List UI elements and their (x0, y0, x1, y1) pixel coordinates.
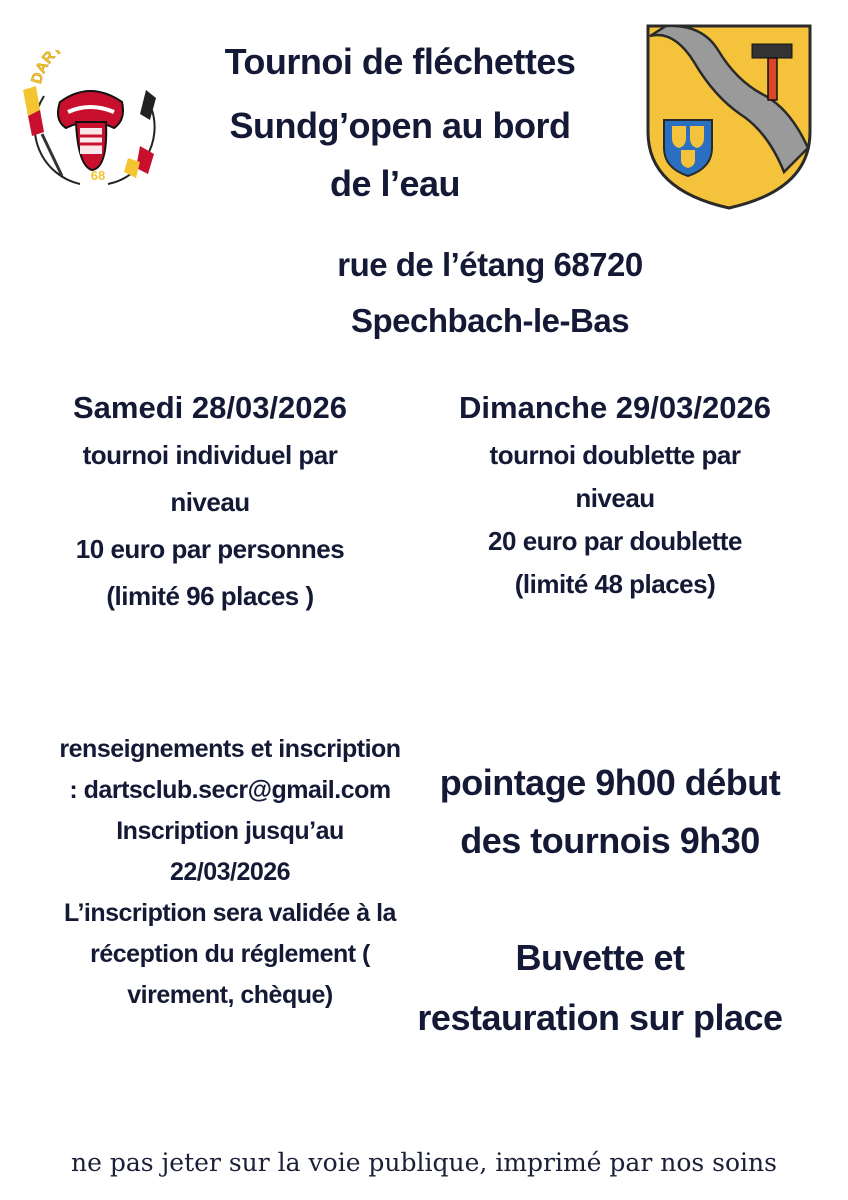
schedule-line-1: pointage 9h00 début (439, 762, 781, 803)
info-line-6: réception du réglement ( (90, 940, 370, 968)
darts-club-logo-graphic (18, 50, 163, 190)
logo-number: 68 (90, 168, 106, 183)
title-line-2: Sundg’open au bord (229, 105, 571, 146)
coat-of-arms (644, 22, 814, 212)
darts-club-logo (18, 50, 163, 190)
sunday-line-2: niveau (575, 483, 655, 513)
buvette-block (400, 937, 800, 1039)
buvette-line-1: Buvette et (515, 937, 685, 978)
sunday-block (420, 390, 810, 600)
contact-email: : dartsclub.secr@gmail.com (69, 776, 391, 804)
saturday-line-3: 10 euro par personnes (75, 534, 345, 564)
info-line-1: renseignements et inscription (59, 735, 401, 763)
address-block (280, 246, 700, 340)
sunday-line-4: (limité 48 places) (514, 569, 716, 599)
saturday-block (20, 390, 400, 612)
buvette-line-2: restauration sur place (417, 997, 783, 1038)
saturday-line-4: (limité 96 places ) (106, 581, 314, 611)
sunday-heading: Dimanche 29/03/2026 (459, 390, 771, 425)
registration-deadline: 22/03/2026 (169, 858, 291, 886)
title-line-1: Tournoi de fléchettes (224, 41, 576, 82)
saturday-heading: Samedi 28/03/2026 (72, 390, 348, 425)
saturday-line-2: niveau (170, 487, 250, 517)
address-line-2: Spechbach-le-Bas (350, 302, 630, 339)
info-line-7: virement, chèque) (127, 981, 333, 1009)
info-line-3: Inscription jusqu’au (116, 817, 344, 845)
svg-text:DART'S CLUB (28, 50, 125, 86)
info-line-5: L’inscription sera validée à la (64, 899, 396, 927)
event-title (190, 41, 610, 206)
coat-of-arms-shield-icon (644, 22, 814, 212)
registration-info (20, 735, 440, 1010)
address-line-1: rue de l’étang 68720 (337, 246, 643, 283)
schedule-block (420, 762, 800, 862)
title-line-3: de l’eau (329, 163, 461, 204)
footer-note: ne pas jeter sur la voie publique, imprimé par nos soins (71, 1148, 777, 1177)
schedule-line-2: des tournois 9h30 (460, 820, 760, 861)
sunday-line-3: 20 euro par doublette (488, 526, 742, 556)
sunday-line-1: tournoi doublette par (489, 440, 741, 470)
saturday-line-1: tournoi individuel par (82, 440, 338, 470)
logo-club-text: DAR (28, 50, 59, 86)
